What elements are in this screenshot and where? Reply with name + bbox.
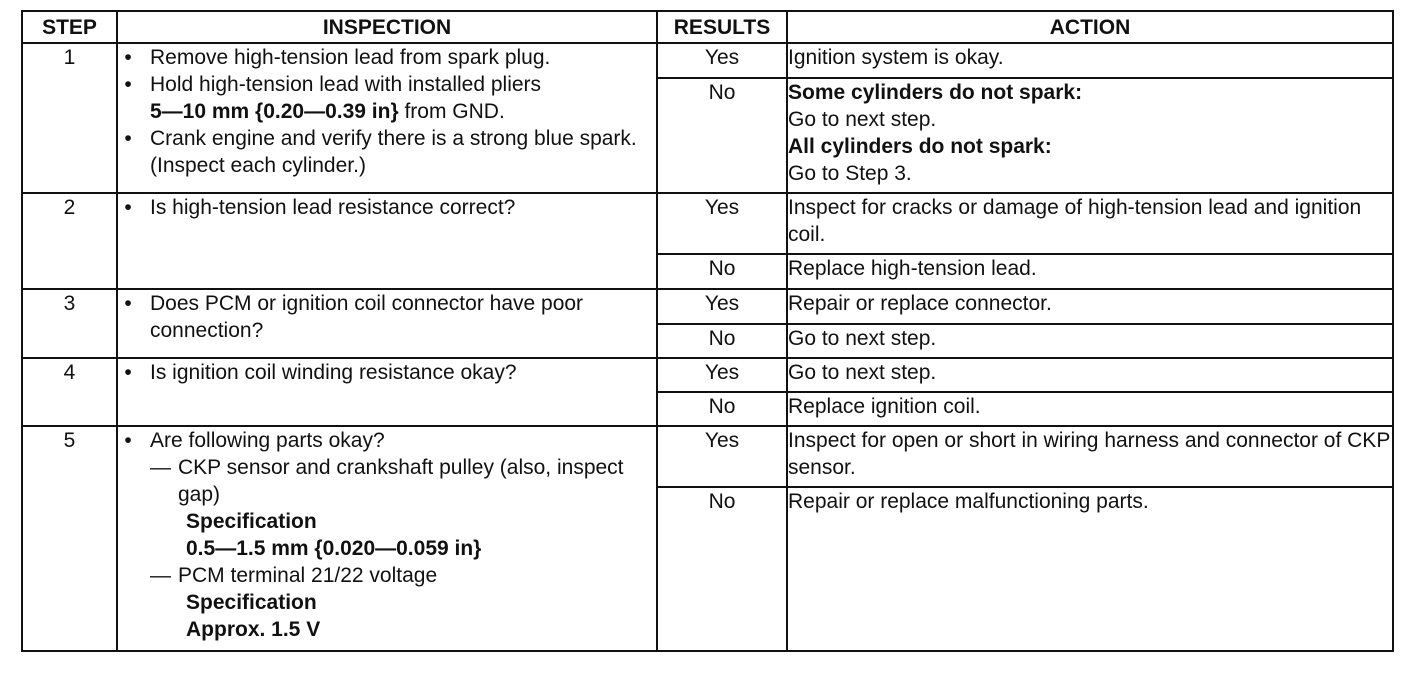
inspection-cell: [117, 426, 657, 651]
step-number: 1: [22, 43, 117, 193]
action-heading: Some cylinders do not spark:: [788, 81, 1083, 104]
action-yes: Inspect for cracks or damage of high-tension lead and ignition coil.: [787, 193, 1393, 254]
inspection-item: • Does PCM or ignition coil connector have poor connection?: [118, 290, 656, 344]
spec-value: Approx. 1.5 V: [186, 618, 321, 641]
action-heading: All cylinders do not spark:: [788, 135, 1052, 158]
action-yes: Inspect for open or short in wiring harness and connector of CKP sensor.: [787, 426, 1393, 487]
dash-icon: —: [150, 564, 171, 587]
table-row: [22, 43, 1393, 78]
sub-item: — PCM terminal 21/22 voltage: [150, 564, 438, 587]
spec-label: Specification: [186, 591, 317, 614]
header-row: [22, 11, 1393, 43]
bullet-icon: •: [124, 361, 132, 384]
distance-spec: 5—10 mm {0.20—0.39 in}: [150, 100, 399, 123]
action-yes: Repair or replace connector.: [787, 289, 1393, 324]
result-yes: Yes: [657, 43, 787, 78]
action-no: Repair or replace malfunctioning parts.: [787, 487, 1393, 651]
bullet-icon: •: [124, 292, 132, 315]
action-no: Replace high-tension lead.: [787, 254, 1393, 289]
inspection-cell: [117, 193, 657, 289]
header-inspection: INSPECTION: [117, 11, 657, 43]
action-no: [787, 78, 1393, 193]
inspection-item: • Crank engine and verify there is a strong blue spark. (Inspect each cylinder.): [118, 125, 656, 179]
inspection-item: • Is ignition coil winding resistance okay?: [118, 359, 656, 386]
action-yes: Go to next step.: [787, 358, 1393, 392]
result-no: No: [657, 324, 787, 358]
result-no: No: [657, 392, 787, 426]
spec-value: 0.5—1.5 mm {0.020—0.059 in}: [186, 537, 482, 560]
step-number: 5: [22, 426, 117, 651]
result-no: No: [657, 487, 787, 651]
bullet-icon: •: [124, 46, 132, 69]
step-number: 4: [22, 358, 117, 426]
header-action: ACTION: [787, 11, 1393, 43]
action-no: Replace ignition coil.: [787, 392, 1393, 426]
action-text: Go to Step 3.: [788, 162, 912, 185]
header-results: RESULTS: [657, 11, 787, 43]
step-number: 2: [22, 193, 117, 289]
result-yes: Yes: [657, 358, 787, 392]
bullet-icon: •: [124, 73, 132, 96]
inspection-cell: [117, 358, 657, 426]
step-number: 3: [22, 289, 117, 358]
table-row: [22, 358, 1393, 392]
inspection-item: • Are following parts okay? — CKP sensor and crankshaft pulley (also, inspect gap) Specification 0.5—1.5 mm {0.020—0.059 in} — PCM terminal 21/22 voltage Specification Approx. 1.5 V: [118, 427, 656, 643]
header-step: STEP: [22, 11, 117, 43]
inspection-item: • Is high-tension lead resistance correct?: [118, 194, 656, 221]
result-no: No: [657, 78, 787, 193]
table-row: [22, 289, 1393, 324]
inspection-cell: [117, 289, 657, 358]
action-text: Go to next step.: [788, 108, 937, 131]
sub-item: — CKP sensor and crankshaft pulley (also, inspect gap): [150, 456, 624, 506]
result-yes: Yes: [657, 426, 787, 487]
inspection-cell: [117, 43, 657, 193]
bullet-icon: •: [124, 196, 132, 219]
action-yes: Ignition system is okay.: [787, 43, 1393, 78]
result-yes: Yes: [657, 289, 787, 324]
inspection-item: • Remove high-tension lead from spark plug.: [118, 44, 656, 71]
bullet-icon: •: [124, 429, 132, 452]
troubleshooting-table: [21, 10, 1394, 652]
inspection-item: • Hold high-tension lead with installed pliers 5—10 mm {0.20—0.39 in} from GND.: [118, 71, 656, 125]
action-no: Go to next step.: [787, 324, 1393, 358]
dash-icon: —: [150, 456, 171, 479]
table-row: [22, 193, 1393, 254]
result-yes: Yes: [657, 193, 787, 254]
spec-label: Specification: [186, 510, 317, 533]
result-no: No: [657, 254, 787, 289]
table-row: [22, 426, 1393, 487]
bullet-icon: •: [124, 127, 132, 150]
